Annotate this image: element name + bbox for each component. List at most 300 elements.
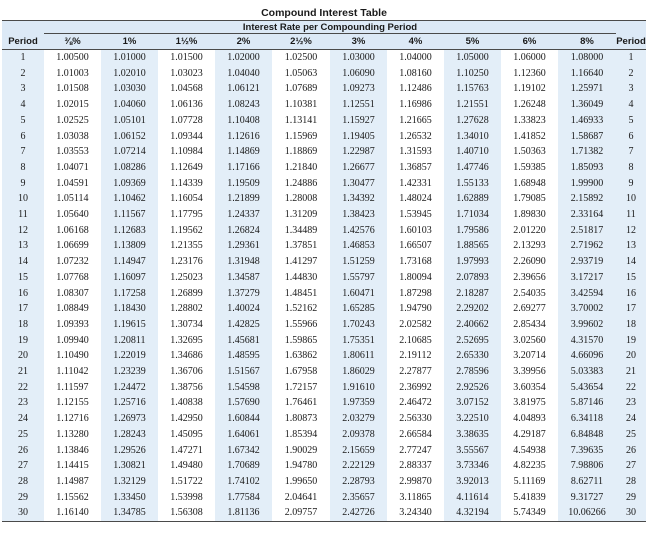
period-cell: 11 xyxy=(616,207,646,223)
value-cell: 1.04060 xyxy=(101,97,158,113)
table-row xyxy=(2,474,646,490)
period-cell: 24 xyxy=(2,411,44,427)
value-cell: 1.10984 xyxy=(158,144,215,160)
value-cell: 1.24337 xyxy=(215,207,272,223)
value-cell: 1.00500 xyxy=(44,50,101,66)
value-cell: 2.51817 xyxy=(558,223,616,239)
value-cell: 1.34489 xyxy=(272,223,330,239)
value-cell: 1.81136 xyxy=(215,505,272,521)
value-cell: 2.15659 xyxy=(330,443,387,459)
period-cell: 26 xyxy=(2,443,44,459)
value-cell: 1.15562 xyxy=(44,490,101,506)
value-cell: 2.09757 xyxy=(272,505,330,521)
value-cell: 1.12649 xyxy=(158,160,215,176)
value-cell: 2.39656 xyxy=(501,270,558,286)
value-cell: 1.12716 xyxy=(44,411,101,427)
table-row xyxy=(2,97,646,113)
value-cell: 1.05640 xyxy=(44,207,101,223)
value-cell: 1.17258 xyxy=(101,286,158,302)
value-cell: 1.25716 xyxy=(101,395,158,411)
period-cell: 17 xyxy=(2,301,44,317)
value-cell: 2.22129 xyxy=(330,458,387,474)
period-cell: 14 xyxy=(2,254,44,270)
value-cell: 3.81975 xyxy=(501,395,558,411)
period-cell: 4 xyxy=(2,97,44,113)
value-cell: 1.02015 xyxy=(44,97,101,113)
period-cell: 17 xyxy=(616,301,646,317)
value-cell: 1.33823 xyxy=(501,113,558,129)
value-cell: 6.84848 xyxy=(558,427,616,443)
value-cell: 1.34010 xyxy=(444,129,501,145)
period-cell: 16 xyxy=(616,286,646,302)
value-cell: 1.23176 xyxy=(158,254,215,270)
value-cell: 2.92526 xyxy=(444,380,501,396)
value-cell: 3.17217 xyxy=(558,270,616,286)
value-cell: 2.71962 xyxy=(558,238,616,254)
period-cell: 5 xyxy=(2,113,44,129)
value-cell: 1.85093 xyxy=(558,160,616,176)
value-cell: 10.06266 xyxy=(558,505,616,521)
value-cell: 1.24472 xyxy=(101,380,158,396)
table-row xyxy=(2,191,646,207)
value-cell: 5.87146 xyxy=(558,395,616,411)
value-cell: 1.38423 xyxy=(330,207,387,223)
value-cell: 3.42594 xyxy=(558,286,616,302)
period-cell: 7 xyxy=(616,144,646,160)
value-cell: 1.94790 xyxy=(387,301,444,317)
value-cell: 1.71382 xyxy=(558,144,616,160)
period-cell: 22 xyxy=(616,380,646,396)
value-cell: 3.60354 xyxy=(501,380,558,396)
value-cell: 1.30821 xyxy=(101,458,158,474)
period-cell: 18 xyxy=(616,317,646,333)
table-row xyxy=(2,443,646,459)
value-cell: 1.48595 xyxy=(215,348,272,364)
value-cell: 1.88565 xyxy=(444,238,501,254)
value-cell: 1.16640 xyxy=(558,66,616,82)
value-cell: 3.22510 xyxy=(444,411,501,427)
period-cell: 8 xyxy=(616,160,646,176)
value-cell: 1.42331 xyxy=(387,176,444,192)
table-row xyxy=(2,348,646,364)
value-cell: 1.46933 xyxy=(558,113,616,129)
table-row xyxy=(2,160,646,176)
value-cell: 1.53998 xyxy=(158,490,215,506)
value-cell: 1.99650 xyxy=(272,474,330,490)
value-cell: 1.60844 xyxy=(215,411,272,427)
value-cell: 1.67342 xyxy=(215,443,272,459)
value-cell: 1.03030 xyxy=(101,81,158,97)
value-cell: 1.71034 xyxy=(444,207,501,223)
value-cell: 1.13846 xyxy=(44,443,101,459)
period-cell: 24 xyxy=(616,411,646,427)
value-cell: 1.01000 xyxy=(101,50,158,66)
value-cell: 1.70243 xyxy=(330,317,387,333)
table-row xyxy=(2,364,646,380)
value-cell: 1.36049 xyxy=(558,97,616,113)
period-cell: 25 xyxy=(2,427,44,443)
period-cell: 16 xyxy=(2,286,44,302)
value-cell: 1.53945 xyxy=(387,207,444,223)
value-cell: 1.12616 xyxy=(215,129,272,145)
value-cell: 1.12683 xyxy=(101,223,158,239)
value-cell: 1.11597 xyxy=(44,380,101,396)
value-cell: 1.79586 xyxy=(444,223,501,239)
period-cell: 14 xyxy=(616,254,646,270)
value-cell: 1.13141 xyxy=(272,113,330,129)
value-cell: 1.14415 xyxy=(44,458,101,474)
period-cell: 10 xyxy=(616,191,646,207)
value-cell: 4.82235 xyxy=(501,458,558,474)
period-cell: 1 xyxy=(2,50,44,66)
value-cell: 1.90029 xyxy=(272,443,330,459)
value-cell: 4.32194 xyxy=(444,505,501,521)
value-cell: 1.59385 xyxy=(501,160,558,176)
value-cell: 1.50363 xyxy=(501,144,558,160)
period-cell: 10 xyxy=(2,191,44,207)
value-cell: 1.55966 xyxy=(272,317,330,333)
value-cell: 1.21899 xyxy=(215,191,272,207)
value-cell: 2.40662 xyxy=(444,317,501,333)
value-cell: 1.89830 xyxy=(501,207,558,223)
value-cell: 4.66096 xyxy=(558,348,616,364)
value-cell: 1.30477 xyxy=(330,176,387,192)
period-header-right: Period xyxy=(616,34,646,50)
value-cell: 1.86029 xyxy=(330,364,387,380)
value-cell: 1.19509 xyxy=(215,176,272,192)
value-cell: 1.07214 xyxy=(101,144,158,160)
value-cell: 1.06090 xyxy=(330,66,387,82)
value-cell: 1.64061 xyxy=(215,427,272,443)
period-cell: 2 xyxy=(616,66,646,82)
value-cell: 1.04000 xyxy=(387,50,444,66)
value-cell: 1.09344 xyxy=(158,129,215,145)
table-row xyxy=(2,490,646,506)
value-cell: 1.62889 xyxy=(444,191,501,207)
period-cell: 29 xyxy=(616,490,646,506)
period-cell: 3 xyxy=(616,81,646,97)
value-cell: 2.77247 xyxy=(387,443,444,459)
value-cell: 2.03279 xyxy=(330,411,387,427)
value-cell: 1.32129 xyxy=(101,474,158,490)
period-cell: 19 xyxy=(616,333,646,349)
value-cell: 1.08286 xyxy=(101,160,158,176)
value-cell: 1.19615 xyxy=(101,317,158,333)
value-cell: 1.10250 xyxy=(444,66,501,82)
table-title: Compound Interest Table xyxy=(2,6,646,21)
value-cell: 1.22987 xyxy=(330,144,387,160)
rate-header: 1½% xyxy=(158,34,215,50)
value-cell: 1.16097 xyxy=(101,270,158,286)
value-cell: 1.13280 xyxy=(44,427,101,443)
value-cell: 1.32695 xyxy=(158,333,215,349)
value-cell: 1.01003 xyxy=(44,66,101,82)
value-cell: 1.13809 xyxy=(101,238,158,254)
value-cell: 1.19562 xyxy=(158,223,215,239)
table-row xyxy=(2,286,646,302)
period-header-left: Period xyxy=(2,34,44,50)
value-cell: 2.07893 xyxy=(444,270,501,286)
value-cell: 1.26899 xyxy=(158,286,215,302)
rate-header: 8% xyxy=(558,34,616,50)
table-row xyxy=(2,238,646,254)
value-cell: 1.54598 xyxy=(215,380,272,396)
value-cell: 1.46853 xyxy=(330,238,387,254)
value-cell: 1.26824 xyxy=(215,223,272,239)
value-cell: 1.40838 xyxy=(158,395,215,411)
value-cell: 2.01220 xyxy=(501,223,558,239)
value-cell: 1.48451 xyxy=(272,286,330,302)
value-cell: 1.51722 xyxy=(158,474,215,490)
value-cell: 1.55133 xyxy=(444,176,501,192)
value-cell: 1.21551 xyxy=(444,97,501,113)
value-cell: 1.20811 xyxy=(101,333,158,349)
value-cell: 1.10408 xyxy=(215,113,272,129)
value-cell: 1.58687 xyxy=(558,129,616,145)
value-cell: 1.15763 xyxy=(444,81,501,97)
value-cell: 1.14339 xyxy=(158,176,215,192)
period-cell: 12 xyxy=(616,223,646,239)
value-cell: 1.10490 xyxy=(44,348,101,364)
table-row xyxy=(2,144,646,160)
value-cell: 1.42825 xyxy=(215,317,272,333)
table-row xyxy=(2,207,646,223)
period-cell: 6 xyxy=(616,129,646,145)
value-cell: 2.56330 xyxy=(387,411,444,427)
value-cell: 1.03038 xyxy=(44,129,101,145)
table-row xyxy=(2,113,646,129)
value-cell: 1.44830 xyxy=(272,270,330,286)
blank-header-right xyxy=(616,21,646,34)
value-cell: 3.20714 xyxy=(501,348,558,364)
period-cell: 7 xyxy=(2,144,44,160)
period-cell: 25 xyxy=(616,427,646,443)
value-cell: 1.06699 xyxy=(44,238,101,254)
value-cell: 1.52162 xyxy=(272,301,330,317)
period-cell: 21 xyxy=(2,364,44,380)
value-cell: 1.42576 xyxy=(330,223,387,239)
value-cell: 1.18869 xyxy=(272,144,330,160)
value-cell: 1.42950 xyxy=(158,411,215,427)
value-cell: 1.07728 xyxy=(158,113,215,129)
value-cell: 1.19405 xyxy=(330,129,387,145)
table-row xyxy=(2,301,646,317)
value-cell: 1.02525 xyxy=(44,113,101,129)
rate-header: 2% xyxy=(215,34,272,50)
value-cell: 1.34587 xyxy=(215,270,272,286)
period-cell: 23 xyxy=(2,395,44,411)
value-cell: 1.17166 xyxy=(215,160,272,176)
table-row xyxy=(2,270,646,286)
value-cell: 1.31593 xyxy=(387,144,444,160)
value-cell: 2.09378 xyxy=(330,427,387,443)
value-cell: 2.66584 xyxy=(387,427,444,443)
value-cell: 1.05114 xyxy=(44,191,101,207)
value-cell: 1.16054 xyxy=(158,191,215,207)
value-cell: 1.12155 xyxy=(44,395,101,411)
value-cell: 1.14987 xyxy=(44,474,101,490)
value-cell: 4.11614 xyxy=(444,490,501,506)
value-cell: 2.15892 xyxy=(558,191,616,207)
value-cell: 1.27628 xyxy=(444,113,501,129)
value-cell: 1.15927 xyxy=(330,113,387,129)
table-row xyxy=(2,50,646,66)
value-cell: 1.06152 xyxy=(101,129,158,145)
value-cell: 1.73168 xyxy=(387,254,444,270)
period-cell: 3 xyxy=(2,81,44,97)
value-cell: 1.80873 xyxy=(272,411,330,427)
value-cell: 1.72157 xyxy=(272,380,330,396)
value-cell: 1.08160 xyxy=(387,66,444,82)
value-cell: 1.03023 xyxy=(158,66,215,82)
value-cell: 2.99870 xyxy=(387,474,444,490)
value-cell: 1.68948 xyxy=(501,176,558,192)
value-cell: 1.60471 xyxy=(330,286,387,302)
value-cell: 1.23239 xyxy=(101,364,158,380)
value-cell: 1.31948 xyxy=(215,254,272,270)
value-cell: 1.09369 xyxy=(101,176,158,192)
value-cell: 1.76461 xyxy=(272,395,330,411)
value-cell: 4.54938 xyxy=(501,443,558,459)
interest-table xyxy=(2,6,646,522)
value-cell: 5.43654 xyxy=(558,380,616,396)
value-cell: 2.42726 xyxy=(330,505,387,521)
table-row xyxy=(2,129,646,145)
value-cell: 1.80094 xyxy=(387,270,444,286)
period-cell: 12 xyxy=(2,223,44,239)
value-cell: 1.65285 xyxy=(330,301,387,317)
value-cell: 2.19112 xyxy=(387,348,444,364)
table-row xyxy=(2,505,646,521)
value-cell: 1.12360 xyxy=(501,66,558,82)
value-cell: 2.69277 xyxy=(501,301,558,317)
value-cell: 1.34785 xyxy=(101,505,158,521)
value-cell: 1.99900 xyxy=(558,176,616,192)
value-cell: 1.04040 xyxy=(215,66,272,82)
value-cell: 5.11169 xyxy=(501,474,558,490)
value-cell: 1.29526 xyxy=(101,443,158,459)
table-row xyxy=(2,380,646,396)
value-cell: 1.31209 xyxy=(272,207,330,223)
value-cell: 3.70002 xyxy=(558,301,616,317)
value-cell: 1.07768 xyxy=(44,270,101,286)
value-cell: 2.65330 xyxy=(444,348,501,364)
value-cell: 1.51259 xyxy=(330,254,387,270)
value-cell: 1.49480 xyxy=(158,458,215,474)
value-cell: 1.55797 xyxy=(330,270,387,286)
table-row xyxy=(2,317,646,333)
value-cell: 1.26973 xyxy=(101,411,158,427)
value-cell: 1.60103 xyxy=(387,223,444,239)
value-cell: 1.59865 xyxy=(272,333,330,349)
value-cell: 1.08307 xyxy=(44,286,101,302)
value-cell: 1.09393 xyxy=(44,317,101,333)
table-subtitle: Interest Rate per Compounding Period xyxy=(44,21,616,34)
value-cell: 1.09273 xyxy=(330,81,387,97)
value-cell: 3.38635 xyxy=(444,427,501,443)
value-cell: 2.28793 xyxy=(330,474,387,490)
rate-header: 1% xyxy=(101,34,158,50)
value-cell: 1.37279 xyxy=(215,286,272,302)
value-cell: 5.41839 xyxy=(501,490,558,506)
value-cell: 1.14947 xyxy=(101,254,158,270)
period-cell: 8 xyxy=(2,160,44,176)
value-cell: 1.12486 xyxy=(387,81,444,97)
rate-header: ⅜% xyxy=(44,34,101,50)
value-cell: 1.26677 xyxy=(330,160,387,176)
value-cell: 1.10381 xyxy=(272,97,330,113)
period-cell: 15 xyxy=(2,270,44,286)
rate-header: 4% xyxy=(387,34,444,50)
value-cell: 2.04641 xyxy=(272,490,330,506)
rate-header: 3% xyxy=(330,34,387,50)
period-cell: 27 xyxy=(2,458,44,474)
value-cell: 1.47271 xyxy=(158,443,215,459)
value-cell: 1.28008 xyxy=(272,191,330,207)
period-cell: 20 xyxy=(616,348,646,364)
value-cell: 3.07152 xyxy=(444,395,501,411)
value-cell: 1.15969 xyxy=(272,129,330,145)
period-cell: 27 xyxy=(616,458,646,474)
value-cell: 3.02560 xyxy=(501,333,558,349)
value-cell: 2.54035 xyxy=(501,286,558,302)
table-row xyxy=(2,66,646,82)
value-cell: 2.85434 xyxy=(501,317,558,333)
table-row xyxy=(2,223,646,239)
value-cell: 1.03000 xyxy=(330,50,387,66)
value-cell: 9.31727 xyxy=(558,490,616,506)
period-cell: 19 xyxy=(2,333,44,349)
value-cell: 1.26248 xyxy=(501,97,558,113)
value-cell: 1.19102 xyxy=(501,81,558,97)
value-cell: 1.34392 xyxy=(330,191,387,207)
period-cell: 9 xyxy=(2,176,44,192)
value-cell: 1.33450 xyxy=(101,490,158,506)
value-cell: 1.40710 xyxy=(444,144,501,160)
value-cell: 1.21665 xyxy=(387,113,444,129)
value-cell: 1.04591 xyxy=(44,176,101,192)
table-body xyxy=(2,50,646,522)
value-cell: 2.26090 xyxy=(501,254,558,270)
value-cell: 1.34686 xyxy=(158,348,215,364)
value-cell: 1.03553 xyxy=(44,144,101,160)
value-cell: 3.24340 xyxy=(387,505,444,521)
value-cell: 1.56308 xyxy=(158,505,215,521)
period-cell: 28 xyxy=(616,474,646,490)
table-row xyxy=(2,458,646,474)
value-cell: 1.05101 xyxy=(101,113,158,129)
value-cell: 1.05063 xyxy=(272,66,330,82)
value-cell: 1.04568 xyxy=(158,81,215,97)
value-cell: 1.26532 xyxy=(387,129,444,145)
value-cell: 2.52695 xyxy=(444,333,501,349)
value-cell: 1.21355 xyxy=(158,238,215,254)
value-cell: 3.92013 xyxy=(444,474,501,490)
compound-interest-table xyxy=(2,6,646,522)
value-cell: 1.16986 xyxy=(387,97,444,113)
value-cell: 1.63862 xyxy=(272,348,330,364)
rate-header: 2½% xyxy=(272,34,330,50)
value-cell: 1.91610 xyxy=(330,380,387,396)
value-cell: 1.74102 xyxy=(215,474,272,490)
value-cell: 1.45095 xyxy=(158,427,215,443)
value-cell: 1.25971 xyxy=(558,81,616,97)
period-cell: 11 xyxy=(2,207,44,223)
period-cell: 5 xyxy=(616,113,646,129)
value-cell: 1.17795 xyxy=(158,207,215,223)
value-cell: 4.29187 xyxy=(501,427,558,443)
value-cell: 3.99602 xyxy=(558,317,616,333)
